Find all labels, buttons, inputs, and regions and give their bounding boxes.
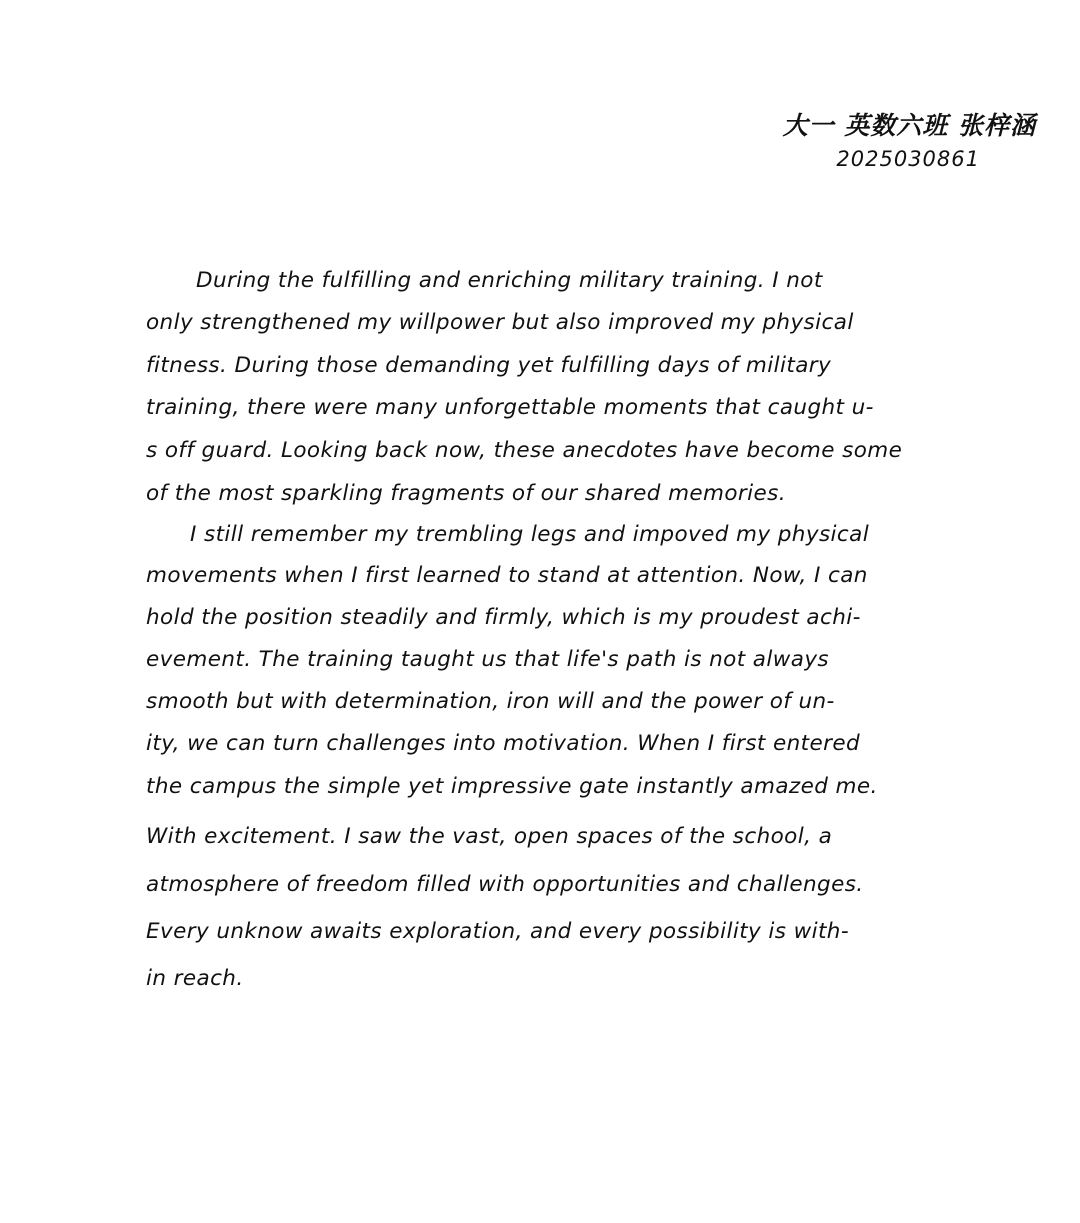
- essay-line-2: only strengthened my willpower but also improved my physical: [146, 310, 854, 335]
- essay-line-16: Every unknow awaits exploration, and every possibility is with-: [146, 919, 849, 944]
- author-header: [783, 110, 1036, 174]
- essay-line-3: fitness. During those demanding yet fulfilling days of military: [146, 353, 832, 378]
- essay-line-9: hold the position steadily and firmly, which is my proudest achi-: [146, 605, 861, 630]
- essay-line-17: in reach.: [146, 966, 244, 991]
- essay-line-11: smooth but with determination, iron will and the power of un-: [146, 689, 835, 714]
- essay-line-10: evement. The training taught us that life's path is not always: [146, 647, 830, 672]
- essay-line-14: With excitement. I saw the vast, open spaces of the school, a: [146, 824, 833, 849]
- essay-line-4: training, there were many unforgettable moments that caught u-: [146, 395, 874, 420]
- essay-line-5: s off guard. Looking back now, these anecdotes have become some: [146, 438, 903, 463]
- essay-line-7: I still remember my trembling legs and impoved my physical: [190, 522, 870, 547]
- essay-line-15: atmosphere of freedom filled with opportunities and challenges.: [146, 872, 864, 897]
- essay-line-13: the campus the simple yet impressive gate instantly amazed me.: [146, 774, 878, 799]
- essay-line-8: movements when I first learned to stand at attention. Now, I can: [146, 563, 868, 588]
- essay-line-1: During the fulfilling and enriching military training. I not: [196, 268, 823, 293]
- essay-line-12: ity, we can turn challenges into motivation. When I first entered: [146, 731, 861, 756]
- author-name-class: 大一 英数六班 张梓涵: [782, 111, 1036, 140]
- student-id: 2025030861: [836, 147, 980, 171]
- essay-line-6: of the most sparkling fragments of our shared memories.: [146, 481, 787, 506]
